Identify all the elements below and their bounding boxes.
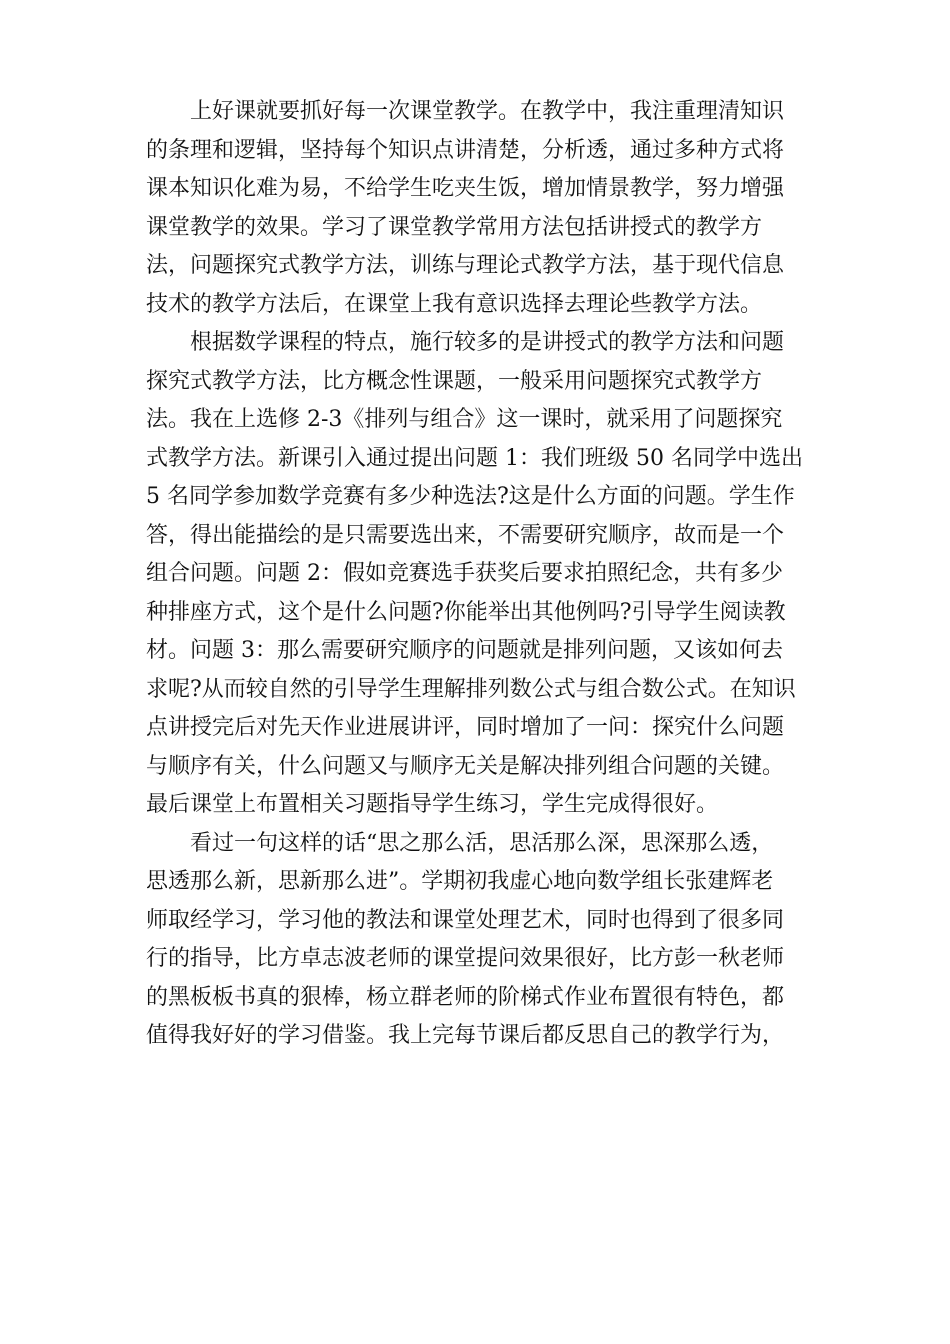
- text-line: 师取经学习，学习他的教法和课堂处理艺术，同时也得到了很多同: [146, 907, 785, 933]
- text-line: 材。问题 3：那么需要研究顺序的问题就是排列问题，又该如何去: [146, 638, 783, 663]
- text-line: 法。我在上选修 2-3《排列与组合》这一课时，就采用了问题探究: [146, 407, 783, 432]
- paragraph-1: [146, 93, 826, 324]
- text-line: 技术的教学方法后，在课堂上我有意识选择去理论些教学方法。: [146, 291, 763, 317]
- text-line: 求呢?从而较自然的引导学生理解排列数公式与组合数公式。在知识: [146, 676, 796, 702]
- text-line: 5 名同学参加数学竞赛有多少种选法?这是什么方面的问题。学生作: [146, 484, 795, 509]
- text-line: 的条理和逻辑，坚持每个知识点讲清楚，分析透，通过多种方式将: [146, 137, 785, 163]
- text-line: 与顺序有关，什么问题又与顺序无关是解决排列组合问题的关键。: [146, 753, 785, 779]
- text-line: 组合问题。问题 2：假如竞赛选手获奖后要求拍照纪念，共有多少: [146, 561, 783, 586]
- text-line: 课本知识化难为易，不给学生吃夹生饭，增加情景教学，努力增强: [146, 176, 785, 201]
- text-line: 最后课堂上布置相关习题指导学生练习，学生完成得很好。: [146, 792, 719, 817]
- text-line: 看过一句这样的话“思之那么活，思活那么深，思深那么透，: [190, 830, 774, 856]
- text-line: 课堂教学的效果。学习了课堂教学常用方法包括讲授式的教学方: [146, 214, 763, 240]
- text-line: 上好课就要抓好每一次课堂教学。在教学中，我注重理清知识: [190, 99, 785, 124]
- text-line: 思透那么新，思新那么进”。学期初我虚心地向数学组长张建辉老: [146, 869, 774, 894]
- text-line: 探究式教学方法，比方概念性课题，一般采用问题探究式教学方: [146, 368, 763, 394]
- text-line: 根据数学课程的特点，施行较多的是讲授式的教学方法和问题: [190, 330, 785, 355]
- text-line: 种排座方式，这个是什么问题?你能举出其他例吗?引导学生阅读教: [146, 599, 786, 625]
- text-line: 法，问题探究式教学方法，训练与理论式教学方法，基于现代信息: [146, 253, 785, 278]
- paragraph-3: [146, 825, 826, 1056]
- text-line: 答，得出能描绘的是只需要选出来，不需要研究顺序，故而是一个: [146, 522, 785, 548]
- text-line: 式教学方法。新课引入通过提出问题 1：我们班级 50 名同学中选出: [146, 445, 803, 471]
- text-line: 行的指导，比方卓志波老师的课堂提问效果很好，比方彭一秋老师: [146, 946, 785, 971]
- text-line: 的黑板板书真的狠棒，杨立群老师的阶梯式作业布置很有特色，都: [146, 984, 785, 1010]
- document-body: [146, 93, 826, 1056]
- paragraph-2: [146, 324, 826, 825]
- text-line: 值得我好好的学习借鉴。我上完每节课后都反思自己的教学行为，: [146, 1023, 785, 1048]
- text-line: 点讲授完后对先天作业进展讲评，同时增加了一问：探究什么问题: [146, 715, 785, 740]
